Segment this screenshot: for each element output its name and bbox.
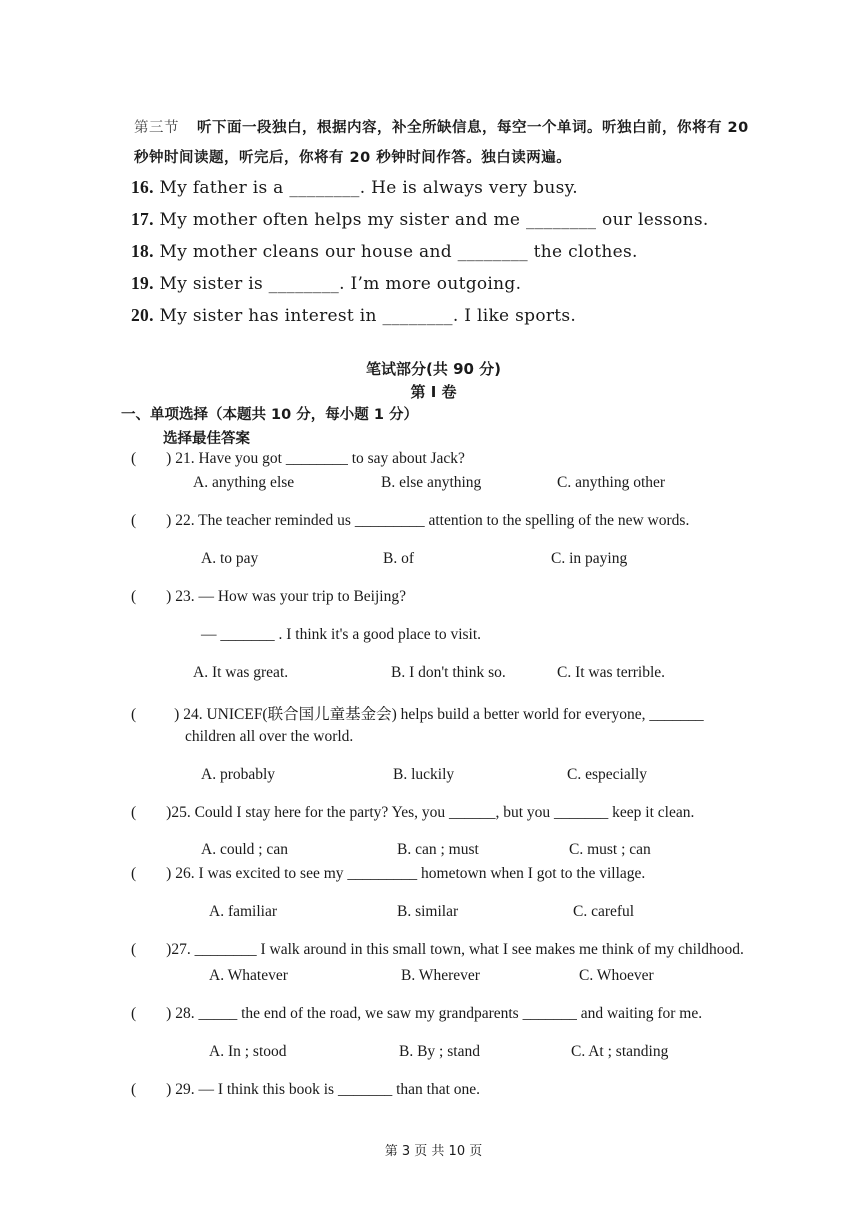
question-24: ( ) 24. UNICEF(联合国儿童基金会) helps build a better world for everyone, _______ <box>131 706 704 723</box>
listening-item-17: 17. My mother often helps my sister and me ________ our lessons. <box>131 209 709 230</box>
q25-option-a: A. could ; can <box>201 841 288 858</box>
section3-instructions-line2: 秒钟时间读题，听完后，你将有 20 秒钟时间作答。独白读两遍。 <box>134 150 572 166</box>
part1-instruction: 选择最佳答案 <box>163 431 250 447</box>
question-29: ( ) 29. — I think this book is _______ than that one. <box>131 1081 481 1098</box>
question-27: ( )27. ________ I walk around in this small town, what I see makes me think of my childhood. <box>131 941 744 958</box>
q21-option-c: C. anything other <box>557 474 666 491</box>
listening-item-16: 16. My father is a ________. He is always very busy. <box>131 177 578 198</box>
q24-option-a: A. probably <box>201 766 276 783</box>
question-22: ( ) 22. The teacher reminded us _________ attention to the spelling of the new words. <box>131 512 690 529</box>
q28-option-a: A. In ; stood <box>209 1043 287 1060</box>
question-25: ( )25. Could I stay here for the party? Yes, you ______, but you _______ keep it clean. <box>131 804 695 821</box>
q28-option-c: C. At ; standing <box>571 1043 669 1060</box>
q28-option-b: B. By ; stand <box>399 1043 480 1060</box>
question-23: ( ) 23. — How was your trip to Beijing? <box>131 588 406 605</box>
q26-option-a: A. familiar <box>209 903 278 920</box>
part1-heading: 一、单项选择（本题共 10 分，每小题 1 分） <box>121 407 418 423</box>
listening-item-19: 19. My sister is ________. I’m more outgoing. <box>131 273 522 294</box>
q24-option-c: C. especially <box>567 766 648 783</box>
q27-option-c: C. Whoever <box>579 967 654 984</box>
q21-option-a: A. anything else <box>193 474 295 491</box>
q23-option-c: C. It was terrible. <box>557 664 666 681</box>
q26-option-c: C. careful <box>573 903 635 920</box>
question-28: ( ) 28. _____ the end of the road, we saw my grandparents _______ and waiting for me. <box>131 1005 703 1022</box>
q22-option-a: A. to pay <box>201 550 259 567</box>
listening-item-18: 18. My mother cleans our house and ________ the clothes. <box>131 241 638 262</box>
q21-option-b: B. else anything <box>381 474 482 491</box>
question-24-continued: children all over the world. <box>185 728 354 745</box>
q27-option-a: A. Whatever <box>209 967 288 984</box>
question-26: ( ) 26. I was excited to see my _________ hometown when I got to the village. <box>131 865 646 882</box>
question-23-response: — _______ . I think it's a good place to visit. <box>201 626 482 643</box>
q22-option-b: B. of <box>383 550 414 567</box>
q23-option-a: A. It was great. <box>193 664 289 681</box>
q25-option-c: C. must ; can <box>569 841 651 858</box>
q25-option-b: B. can ; must <box>397 841 479 858</box>
q22-option-c: C. in paying <box>551 550 628 567</box>
q23-option-b: B. I don't think so. <box>391 664 506 681</box>
q27-option-b: B. Wherever <box>401 967 480 984</box>
question-21: ( ) 21. Have you got ________ to say about Jack? <box>131 450 465 467</box>
q26-option-b: B. similar <box>397 903 459 920</box>
listening-item-20: 20. My sister has interest in ________. I like sports. <box>131 305 577 326</box>
page-footer: 第 3 页 共 10 页 <box>384 1144 483 1159</box>
section3-instructions-line1: 第三节 听下面一段独白，根据内容，补全所缺信息，每空一个单词。听独白前，你将有 20 <box>134 120 749 136</box>
written-part-title: 笔试部分(共 90 分) <box>365 360 502 378</box>
q24-option-b: B. luckily <box>393 766 455 783</box>
section3-label: 第三节 <box>134 120 179 136</box>
volume-title: 第 I 卷 <box>410 383 457 401</box>
